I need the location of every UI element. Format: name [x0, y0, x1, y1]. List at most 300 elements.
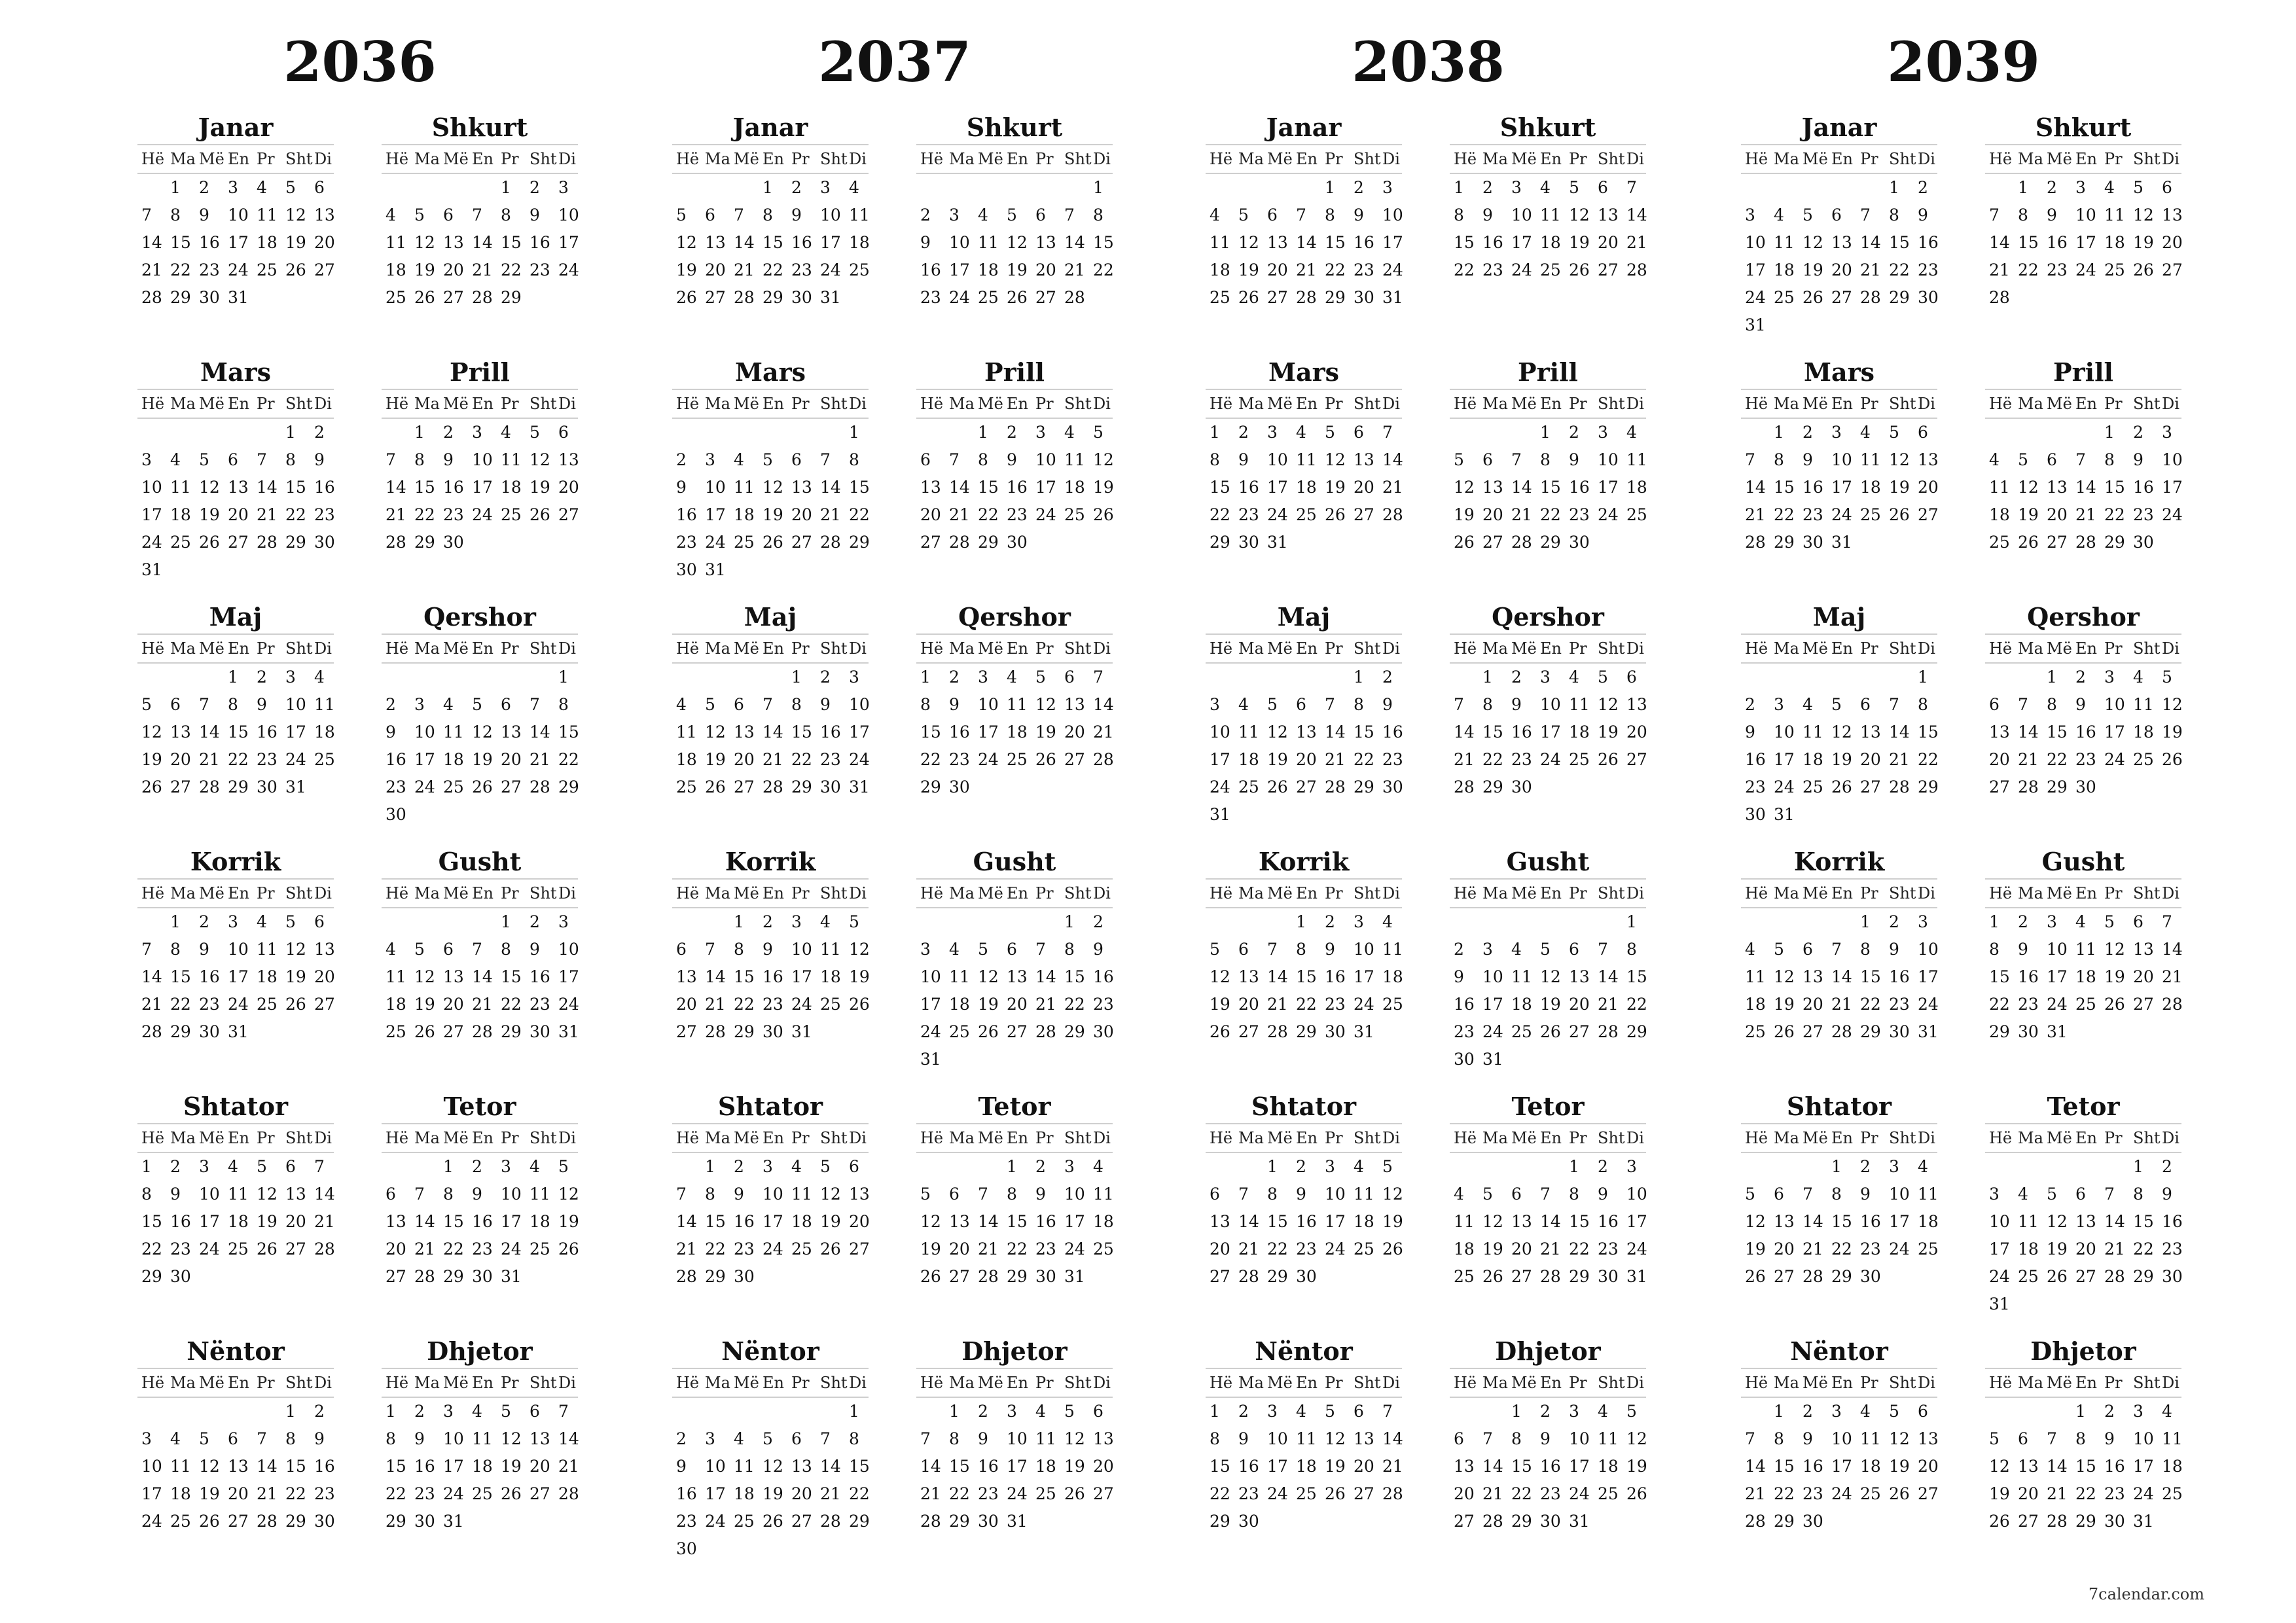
weekday-label: En [1007, 639, 1028, 658]
day-cell: 12 [2018, 478, 2039, 497]
day-cell: 7 [1454, 695, 1464, 714]
weekday-label: En [472, 639, 493, 658]
day-cell: 3 [2162, 423, 2172, 442]
weekday-label: Ma [1238, 1129, 1264, 1147]
day-cell: 11 [501, 450, 522, 469]
month-title: Tetor [2047, 1092, 2120, 1121]
weekday-label: Pr [791, 1374, 810, 1392]
day-cell: 14 [1745, 1457, 1766, 1476]
day-cell: 1 [443, 1157, 454, 1176]
day-cell: 27 [558, 505, 579, 524]
day-cell: 7 [314, 1157, 325, 1176]
day-cell: 2 [414, 1402, 425, 1421]
day-cell: 2 [978, 1402, 988, 1421]
weekday-header-row [1450, 633, 1646, 664]
day-cell: 10 [2047, 940, 2068, 959]
weekday-label: En [1296, 1129, 1318, 1147]
day-cell: 8 [1889, 205, 1899, 224]
day-cell: 14 [820, 478, 841, 497]
day-cell: 1 [170, 178, 181, 197]
weekday-label: Hë [1989, 150, 2013, 168]
day-cell: 5 [1325, 423, 1335, 442]
day-cell: 8 [1454, 205, 1464, 224]
day-cell: 13 [558, 450, 579, 469]
day-cell: 26 [820, 1240, 841, 1258]
day-cell: 16 [2075, 722, 2096, 741]
day-cell: 30 [2133, 533, 2154, 552]
weekday-label: Ma [949, 639, 975, 658]
day-cell: 27 [2075, 1267, 2096, 1286]
weekday-label: En [1831, 395, 1853, 413]
day-cell: 20 [1035, 260, 1056, 279]
day-cell: 5 [1540, 940, 1551, 959]
weekday-label: Sht [1064, 395, 1092, 413]
day-cell: 1 [1774, 1402, 1784, 1421]
weekday-label: Pr [501, 150, 519, 168]
month-prill [1985, 356, 2181, 592]
day-cell: 25 [2162, 1484, 2183, 1503]
day-cell: 12 [1989, 1457, 2010, 1476]
weekday-label: Pr [257, 1129, 275, 1147]
day-cell: 11 [1035, 1429, 1056, 1448]
day-cell: 9 [472, 1185, 482, 1204]
weekday-label: En [228, 150, 249, 168]
month-title: Nëntor [1790, 1336, 1888, 1366]
day-cell: 11 [2018, 1212, 2039, 1231]
day-cell: 24 [705, 1512, 726, 1531]
day-cell: 26 [199, 1512, 220, 1531]
weekday-label: Më [199, 639, 224, 658]
day-cell: 15 [1626, 967, 1647, 986]
day-cell: 11 [676, 722, 697, 741]
day-cell: 30 [820, 777, 841, 796]
day-cell: 5 [2018, 450, 2028, 469]
day-cell: 7 [1296, 205, 1306, 224]
day-cell: 21 [1382, 1457, 1403, 1476]
day-cell: 11 [2075, 940, 2096, 959]
day-cell: 13 [170, 722, 191, 741]
day-cell: 24 [1889, 1240, 1910, 1258]
day-cell: 12 [2162, 695, 2183, 714]
day-cell: 28 [820, 533, 841, 552]
day-cell: 18 [2104, 233, 2125, 252]
day-cell: 3 [1831, 423, 1842, 442]
month-prill [1450, 356, 1646, 592]
weekday-label: En [1007, 884, 1028, 902]
day-cell: 3 [1035, 423, 1046, 442]
weekday-label: En [1831, 1129, 1853, 1147]
day-cell: 21 [2018, 750, 2039, 769]
day-cell: 19 [762, 505, 783, 524]
day-cell: 12 [1064, 1429, 1085, 1448]
day-cell: 22 [501, 995, 522, 1014]
day-cell: 17 [1210, 750, 1230, 769]
day-cell: 3 [558, 912, 569, 931]
weekday-label: Di [558, 1129, 576, 1147]
day-cell: 1 [1210, 423, 1220, 442]
weekday-label: Hë [920, 1129, 944, 1147]
day-cell: 10 [443, 1429, 464, 1448]
day-cell: 8 [501, 205, 511, 224]
month-prill [382, 356, 578, 592]
day-cell: 2 [1238, 423, 1249, 442]
day-cell: 16 [1860, 1212, 1881, 1231]
day-cell: 26 [1774, 1022, 1795, 1041]
day-cell: 25 [443, 777, 464, 796]
day-cell: 17 [472, 478, 493, 497]
day-cell: 16 [1511, 722, 1532, 741]
day-cell: 25 [2075, 995, 2096, 1014]
day-cell: 2 [1569, 423, 1579, 442]
day-cell: 22 [1325, 260, 1346, 279]
weekday-label: Pr [1325, 884, 1343, 902]
day-cell: 2 [734, 1157, 744, 1176]
day-cell: 16 [791, 233, 812, 252]
day-cell: 18 [978, 260, 999, 279]
day-cell: 20 [285, 1212, 306, 1231]
day-cell: 15 [443, 1212, 464, 1231]
day-cell: 24 [1007, 1484, 1028, 1503]
day-cell: 25 [1860, 1484, 1881, 1503]
month-title: Mars [200, 357, 272, 387]
day-cell: 5 [2133, 178, 2144, 197]
day-cell: 4 [1626, 423, 1637, 442]
day-cell: 2 [2133, 423, 2144, 442]
day-cell: 10 [141, 478, 162, 497]
weekday-label: Sht [1598, 150, 1625, 168]
day-cell: 10 [199, 1185, 220, 1204]
month-korrik [672, 846, 869, 1081]
day-cell: 22 [285, 1484, 306, 1503]
weekday-label: Di [849, 395, 867, 413]
day-cell: 6 [386, 1185, 396, 1204]
weekday-label: Di [314, 150, 332, 168]
day-cell: 9 [199, 940, 209, 959]
day-cell: 26 [414, 288, 435, 307]
weekday-label: Hë [1989, 884, 2013, 902]
day-cell: 29 [849, 533, 870, 552]
day-cell: 1 [1482, 668, 1493, 687]
day-cell: 16 [676, 505, 697, 524]
day-cell: 6 [791, 1429, 802, 1448]
day-cell: 13 [734, 722, 755, 741]
day-cell: 30 [472, 1267, 493, 1286]
day-cell: 2 [2104, 1402, 2115, 1421]
weekday-label: Pr [257, 639, 275, 658]
day-cell: 5 [762, 450, 773, 469]
day-cell: 7 [414, 1185, 425, 1204]
weekday-label: Pr [1860, 150, 1878, 168]
day-cell: 2 [199, 178, 209, 197]
weekday-label: Di [1626, 1129, 1644, 1147]
day-cell: 10 [1918, 940, 1939, 959]
day-cell: 17 [762, 1212, 783, 1231]
day-cell: 15 [2075, 1457, 2096, 1476]
day-cell: 26 [920, 1267, 941, 1286]
weekday-label: En [1540, 1129, 1562, 1147]
day-cell: 27 [228, 533, 249, 552]
day-cell: 25 [386, 1022, 406, 1041]
day-cell: 13 [1007, 967, 1028, 986]
day-cell: 19 [1889, 478, 1910, 497]
day-cell: 17 [1831, 478, 1852, 497]
weekday-label: Di [849, 639, 867, 658]
day-cell: 11 [1007, 695, 1028, 714]
day-cell: 26 [199, 533, 220, 552]
month-title: Mars [1803, 357, 1875, 387]
weekday-label: Sht [820, 1374, 848, 1392]
day-cell: 8 [1325, 205, 1335, 224]
weekday-label: Pr [257, 395, 275, 413]
day-cell: 15 [170, 967, 191, 986]
day-cell: 19 [1569, 233, 1590, 252]
day-cell: 27 [1918, 505, 1939, 524]
weekday-header-row [916, 389, 1113, 419]
footer-credit: 7calendar.com [2088, 1585, 2204, 1603]
day-cell: 14 [2047, 1457, 2068, 1476]
weekday-label: En [1831, 884, 1853, 902]
day-cell: 13 [2018, 1457, 2039, 1476]
day-cell: 14 [2104, 1212, 2125, 1231]
day-cell: 2 [1918, 178, 1928, 197]
weekday-label: Ma [170, 150, 196, 168]
day-cell: 28 [1860, 288, 1881, 307]
day-cell: 16 [170, 1212, 191, 1231]
weekday-label: En [1831, 639, 1853, 658]
day-cell: 23 [314, 505, 335, 524]
day-cell: 29 [1989, 1022, 2010, 1041]
day-cell: 10 [1210, 722, 1230, 741]
day-cell: 18 [1035, 1457, 1056, 1476]
month-mars [137, 356, 334, 592]
day-cell: 20 [734, 750, 755, 769]
day-cell: 20 [443, 995, 464, 1014]
day-cell: 3 [1511, 178, 1522, 197]
day-cell: 7 [199, 695, 209, 714]
day-cell: 1 [141, 1157, 152, 1176]
day-cell: 1 [849, 423, 859, 442]
weekday-label: Ma [414, 150, 440, 168]
weekday-label: Pr [1035, 884, 1054, 902]
day-cell: 11 [1454, 1212, 1475, 1231]
day-cell: 9 [1035, 1185, 1046, 1204]
day-cell: 19 [1831, 750, 1852, 769]
day-cell: 18 [1238, 750, 1259, 769]
day-cell: 9 [1569, 450, 1579, 469]
day-cell: 4 [791, 1157, 802, 1176]
day-cell: 8 [285, 1429, 296, 1448]
day-cell: 21 [2104, 1240, 2125, 1258]
day-cell: 26 [558, 1240, 579, 1258]
day-cell: 28 [1382, 1484, 1403, 1503]
day-cell: 26 [1989, 1512, 2010, 1531]
day-cell: 17 [1831, 1457, 1852, 1476]
weekday-header-row [1741, 1123, 1937, 1153]
weekday-label: Sht [820, 395, 848, 413]
day-cell: 21 [705, 995, 726, 1014]
day-cell: 9 [314, 450, 325, 469]
day-cell: 25 [949, 1022, 970, 1041]
day-cell: 25 [1803, 777, 1823, 796]
day-cell: 20 [2047, 505, 2068, 524]
weekday-label: Sht [1889, 1374, 1916, 1392]
day-cell: 17 [705, 505, 726, 524]
day-cell: 20 [1093, 1457, 1114, 1476]
weekday-label: Ma [949, 395, 975, 413]
weekday-label: Di [1626, 395, 1644, 413]
day-cell: 28 [472, 1022, 493, 1041]
day-cell: 14 [2018, 722, 2039, 741]
day-cell: 25 [1238, 777, 1259, 796]
day-cell: 20 [529, 1457, 550, 1476]
day-cell: 11 [386, 233, 406, 252]
day-cell: 26 [1540, 1022, 1561, 1041]
day-cell: 22 [705, 1240, 726, 1258]
day-cell: 18 [1210, 260, 1230, 279]
day-cell: 17 [1382, 233, 1403, 252]
weekday-label: Di [314, 884, 332, 902]
day-cell: 2 [1035, 1157, 1046, 1176]
day-cell: 6 [1511, 1185, 1522, 1204]
month-shkurt [1450, 111, 1646, 347]
day-cell: 9 [386, 722, 396, 741]
weekday-label: Sht [1064, 150, 1092, 168]
month-janar [672, 111, 869, 347]
day-cell: 19 [1238, 260, 1259, 279]
weekday-label: Di [1918, 1129, 1935, 1147]
day-cell: 8 [414, 450, 425, 469]
day-cell: 8 [1210, 1429, 1220, 1448]
weekday-label: Hë [141, 639, 165, 658]
day-cell: 19 [285, 967, 306, 986]
day-cell: 4 [170, 1429, 181, 1448]
day-cell: 21 [1035, 995, 1056, 1014]
month-shtator [137, 1090, 334, 1326]
day-cell: 20 [170, 750, 191, 769]
day-cell: 4 [386, 940, 396, 959]
day-cell: 21 [472, 260, 493, 279]
day-cell: 25 [1989, 533, 2010, 552]
day-cell: 9 [1482, 205, 1493, 224]
month-title: Gusht [973, 847, 1056, 876]
day-cell: 25 [1210, 288, 1230, 307]
day-cell: 30 [762, 1022, 783, 1041]
day-cell: 21 [820, 505, 841, 524]
day-cell: 28 [705, 1022, 726, 1041]
day-cell: 14 [257, 1457, 278, 1476]
day-cell: 23 [1325, 995, 1346, 1014]
day-cell: 31 [2133, 1512, 2154, 1531]
day-cell: 16 [1238, 1457, 1259, 1476]
day-cell: 23 [791, 260, 812, 279]
day-cell: 18 [820, 967, 841, 986]
day-cell: 12 [1831, 722, 1852, 741]
day-cell: 24 [414, 777, 435, 796]
day-cell: 5 [1093, 423, 1103, 442]
day-cell: 5 [1774, 940, 1784, 959]
day-cell: 12 [1267, 722, 1288, 741]
day-cell: 29 [762, 288, 783, 307]
day-cell: 30 [734, 1267, 755, 1286]
day-cell: 7 [920, 1429, 931, 1448]
day-cell: 8 [170, 940, 181, 959]
month-janar [137, 111, 334, 347]
day-cell: 22 [1511, 1484, 1532, 1503]
day-cell: 18 [1296, 1457, 1317, 1476]
weekday-label: Di [1093, 395, 1111, 413]
month-qershor [916, 601, 1113, 836]
weekday-label: Sht [2133, 884, 2161, 902]
day-cell: 5 [1325, 1402, 1335, 1421]
day-cell: 4 [1238, 695, 1249, 714]
day-cell: 15 [501, 233, 522, 252]
day-cell: 18 [386, 995, 406, 1014]
day-cell: 9 [2104, 1429, 2115, 1448]
month-title: Janar [1266, 113, 1342, 142]
weekday-label: Di [2162, 150, 2179, 168]
day-cell: 30 [199, 288, 220, 307]
day-cell: 7 [734, 205, 744, 224]
month-tetor [1450, 1090, 1646, 1326]
day-cell: 26 [2018, 533, 2039, 552]
weekday-label: Hë [1454, 1129, 1477, 1147]
day-cell: 25 [2018, 1267, 2039, 1286]
day-cell: 25 [820, 995, 841, 1014]
day-cell: 30 [1889, 1022, 1910, 1041]
month-tetor [916, 1090, 1113, 1326]
day-cell: 17 [1745, 260, 1766, 279]
day-cell: 3 [141, 1429, 152, 1448]
day-cell: 28 [949, 533, 970, 552]
day-cell: 29 [501, 288, 522, 307]
day-cell: 23 [1454, 1022, 1475, 1041]
day-cell: 15 [791, 722, 812, 741]
day-cell: 12 [2047, 1212, 2068, 1231]
day-cell: 9 [791, 205, 802, 224]
day-cell: 11 [1511, 967, 1532, 986]
day-cell: 15 [285, 1457, 306, 1476]
day-cell: 17 [1889, 1212, 1910, 1231]
day-cell: 15 [2047, 722, 2068, 741]
day-cell: 2 [676, 1429, 687, 1448]
day-cell: 8 [558, 695, 569, 714]
day-cell: 23 [1035, 1240, 1056, 1258]
day-cell: 25 [386, 288, 406, 307]
day-cell: 13 [1598, 205, 1619, 224]
day-cell: 12 [1325, 1429, 1346, 1448]
day-cell: 23 [529, 995, 550, 1014]
day-cell: 12 [285, 940, 306, 959]
day-cell: 18 [1774, 260, 1795, 279]
day-cell: 16 [1803, 1457, 1823, 1476]
weekday-label: En [762, 1129, 784, 1147]
day-cell: 7 [1831, 940, 1842, 959]
weekday-header-row [916, 633, 1113, 664]
day-cell: 4 [472, 1402, 482, 1421]
day-cell: 3 [414, 695, 425, 714]
day-cell: 3 [1382, 178, 1393, 197]
day-cell: 17 [141, 505, 162, 524]
day-cell: 4 [443, 695, 454, 714]
day-cell: 28 [314, 1240, 335, 1258]
day-cell: 14 [257, 478, 278, 497]
day-cell: 4 [1354, 1157, 1364, 1176]
day-cell: 6 [501, 695, 511, 714]
day-cell: 21 [978, 1240, 999, 1258]
day-cell: 21 [762, 750, 783, 769]
day-cell: 29 [705, 1267, 726, 1286]
day-cell: 18 [1354, 1212, 1374, 1231]
